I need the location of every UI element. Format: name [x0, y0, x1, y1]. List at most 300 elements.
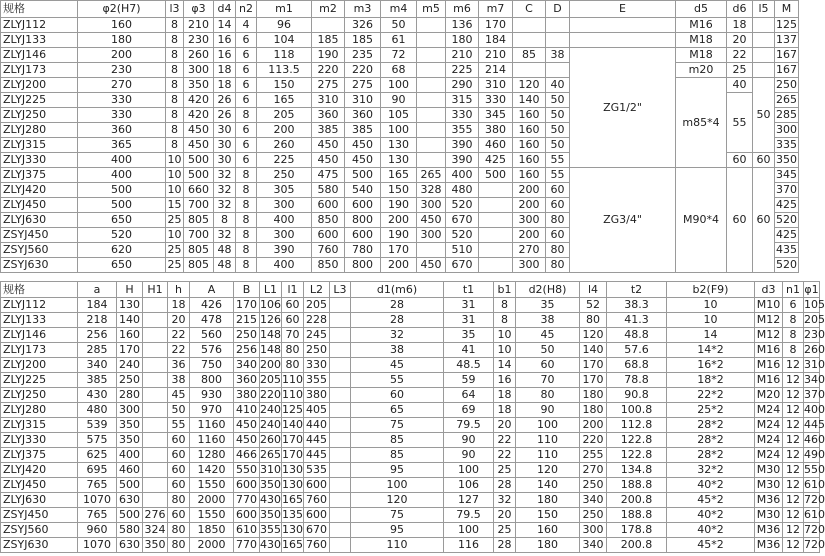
table-cell: 80	[546, 258, 570, 273]
table-cell: 385	[345, 123, 381, 138]
table-cell: 385	[312, 123, 345, 138]
table-cell: 40*2	[667, 523, 755, 538]
table-cell: 275	[345, 78, 381, 93]
table-cell: 55	[546, 153, 570, 168]
table-cell: 240	[117, 358, 143, 373]
table-cell: 440	[304, 418, 330, 433]
table-cell: 178.8	[607, 523, 667, 538]
table-cell: 55	[546, 168, 570, 183]
table-cell: 22*2	[667, 388, 755, 403]
table-cell: 18*2	[667, 373, 755, 388]
table-cell: 112.8	[607, 418, 667, 433]
row-label: ZLYJ450	[1, 198, 78, 213]
row-label: ZLYJ173	[1, 343, 78, 358]
table-cell: 430	[260, 493, 281, 506]
table-cell: 120	[513, 78, 546, 93]
table-cell	[479, 183, 513, 198]
table-cell: 330	[446, 108, 479, 123]
table-cell: 450	[345, 153, 381, 168]
dimension-table-2	[0, 281, 825, 553]
table-cell: 200.8	[607, 538, 667, 553]
table-cell: 32	[214, 183, 236, 198]
table-cell: 100	[381, 78, 417, 93]
table-cell: 120	[516, 463, 580, 478]
table-cell: 260	[184, 48, 214, 63]
table-cell: 205	[304, 298, 330, 313]
table-cell: 285	[776, 108, 797, 121]
table-cell: 165	[282, 538, 303, 551]
table-cell: 90	[444, 448, 494, 463]
table-cell: 165	[381, 168, 417, 183]
table-cell	[330, 463, 351, 478]
table-cell: 165	[257, 93, 312, 108]
table-cell: 180	[516, 538, 580, 553]
table-cell: 765	[78, 478, 117, 493]
table-cell: 310	[804, 358, 825, 371]
table-cell: 22	[727, 48, 753, 63]
merged-cell-l5-lower: 60	[753, 168, 775, 273]
table-cell: 310	[345, 93, 381, 108]
table-cell: 450	[184, 138, 214, 153]
table-cell: 270	[580, 463, 607, 478]
table-cell: 450	[417, 213, 446, 228]
table-cell: 55	[351, 373, 444, 388]
table-cell: 180	[78, 33, 166, 48]
table-cell: 60	[168, 433, 190, 448]
table-cell: 475	[312, 168, 345, 183]
table-cell: 100	[351, 478, 444, 493]
table-cell: 2000	[190, 493, 234, 508]
table-cell	[330, 358, 351, 373]
table-cell: 6	[783, 298, 804, 313]
table-cell: 200	[513, 198, 546, 213]
table-cell: 10	[494, 328, 516, 343]
table-cell: 200	[78, 48, 166, 63]
table-cell: 48.8	[607, 328, 667, 343]
table-cell: 265	[417, 168, 446, 183]
table-cell: 200	[381, 258, 417, 273]
table-cell	[753, 63, 775, 78]
table-cell	[143, 313, 168, 328]
table-cell: 38	[516, 313, 580, 328]
table-cell: 126	[260, 313, 281, 326]
table-cell: 355	[446, 123, 479, 138]
table-cell: 130	[282, 523, 303, 536]
table-cell: 35	[444, 328, 494, 343]
table-row	[1, 343, 820, 358]
table-cell: 80	[168, 493, 190, 508]
table-cell: 340	[234, 358, 260, 373]
table-cell: 370	[776, 183, 797, 196]
table-cell: 8	[166, 108, 184, 123]
table-cell: 28	[494, 478, 516, 493]
table-cell: 160	[513, 138, 546, 153]
table-cell: 185	[345, 33, 381, 48]
table-cell: 30	[214, 153, 236, 168]
table-cell	[417, 48, 446, 63]
table-cell: 10	[167, 168, 182, 181]
table-cell: 137	[776, 33, 797, 46]
table-cell: 210	[479, 48, 513, 63]
table-cell: 12	[783, 523, 804, 538]
header-row	[1, 282, 820, 298]
table-cell: 430	[78, 388, 117, 403]
table-cell	[570, 18, 676, 33]
table-cell: 105	[804, 298, 825, 311]
table-cell: 40	[727, 78, 753, 93]
table-cell: 110	[351, 538, 444, 553]
merged-cell-d5-upper: m85*4	[676, 78, 727, 168]
column-header: φ2(H7)	[78, 1, 166, 18]
table-cell: 50	[168, 403, 190, 418]
table-cell: 10	[167, 228, 182, 241]
table-cell: 148	[260, 343, 281, 356]
table-row	[1, 433, 820, 448]
table-cell	[330, 418, 351, 433]
table-cell: 14	[494, 358, 516, 373]
table-cell: 18	[168, 298, 190, 313]
row-label: ZLYJ225	[1, 93, 78, 108]
table-cell	[330, 403, 351, 418]
table-cell: 85	[351, 448, 444, 463]
table-cell: 540	[345, 183, 381, 198]
column-header: d2(H8)	[516, 282, 580, 298]
table-cell: 68.8	[607, 358, 667, 373]
table-cell: 720	[804, 538, 825, 551]
table-cell	[753, 18, 775, 33]
table-cell: 40	[546, 78, 570, 93]
table-cell: 60	[168, 478, 190, 493]
table-cell	[479, 258, 513, 273]
table-cell: 12	[783, 478, 804, 493]
table-cell: 60	[168, 448, 190, 463]
table-cell: 1550	[190, 508, 234, 523]
table-cell: 245	[304, 328, 330, 343]
table-cell: 80	[282, 358, 304, 373]
table-cell: 630	[117, 538, 143, 553]
table-cell: 930	[190, 388, 234, 403]
table-cell: 12	[783, 358, 804, 373]
table-cell: 6	[236, 138, 257, 153]
table-cell: 38	[546, 48, 570, 63]
column-header: L3	[330, 282, 351, 298]
table-cell: 45	[516, 328, 580, 343]
table-cell: 340	[78, 358, 117, 373]
table-cell: 610	[804, 478, 825, 491]
table-cell: 100	[381, 123, 417, 138]
table-cell: 16*2	[667, 358, 755, 373]
table-cell: 340	[580, 493, 607, 508]
column-header: l4	[580, 282, 607, 298]
table-cell: 50	[381, 18, 417, 33]
table-cell	[753, 33, 775, 48]
table-cell: 75	[351, 508, 444, 523]
table-cell: M18	[676, 48, 727, 63]
table-cell: 410	[234, 403, 260, 418]
table-cell: 200	[513, 183, 546, 198]
column-header: d3	[755, 282, 783, 298]
table-cell	[143, 463, 168, 478]
table-cell: 520	[776, 258, 797, 271]
table-cell: 520	[78, 228, 166, 243]
table-cell: 8	[236, 213, 257, 228]
table-cell: 760	[304, 538, 330, 553]
table-cell: 160	[513, 108, 546, 123]
table-cell: 285	[78, 343, 117, 358]
table-cell: 36	[168, 358, 190, 373]
row-label: ZLYJ315	[1, 418, 78, 433]
table-cell: 260	[260, 433, 281, 446]
table-cell	[330, 538, 351, 553]
row-label: ZSYJ450	[1, 508, 78, 523]
table-cell: 10	[494, 343, 516, 358]
table-cell	[143, 433, 168, 448]
table-cell: 805	[184, 258, 214, 273]
table-cell: 130	[381, 138, 417, 153]
table-cell: 250	[580, 508, 607, 523]
table-cell: 8	[166, 78, 184, 93]
table-cell: 8	[494, 298, 516, 313]
table-cell: 1070	[78, 493, 117, 508]
table-cell: 535	[304, 463, 330, 478]
table-row	[1, 358, 820, 373]
table-cell: 220	[345, 63, 381, 78]
table-cell: 8	[236, 183, 257, 198]
table-cell: 80	[516, 388, 580, 403]
table-cell	[479, 228, 513, 243]
table-cell: 22	[494, 448, 516, 463]
table-cell: 200	[381, 213, 417, 228]
table-cell: 445	[304, 433, 330, 448]
table-cell: 625	[78, 448, 117, 463]
table-cell: 41	[444, 343, 494, 358]
column-header: d1(m6)	[351, 282, 444, 298]
table-cell	[479, 198, 513, 213]
table-cell: 425	[776, 198, 797, 211]
table-cell: 695	[78, 463, 117, 478]
table-cell: 480	[446, 183, 479, 198]
table-cell: 170	[282, 433, 303, 446]
table-cell: 95	[351, 463, 444, 478]
column-header: d4	[214, 1, 236, 18]
table-cell: 32	[351, 328, 444, 343]
table-cell: 460	[117, 463, 143, 478]
table-cell: 350	[776, 153, 797, 166]
table-cell: 28*2	[667, 448, 755, 463]
table-cell: 350	[260, 478, 281, 491]
table-cell: 426	[190, 298, 234, 313]
table-cell	[330, 493, 351, 508]
table-cell: 184	[78, 298, 117, 313]
table-cell: M36	[755, 493, 783, 508]
table-cell: 14*2	[667, 343, 755, 358]
table-cell: 18	[494, 388, 516, 403]
table-cell	[143, 343, 168, 358]
table-cell: 184	[479, 33, 513, 48]
table-cell: 220	[312, 63, 345, 78]
table-cell: 400	[117, 448, 143, 463]
table-cell: 60	[282, 298, 304, 313]
table-cell: 270	[78, 78, 166, 93]
row-label: ZLYJ112	[1, 298, 78, 313]
table-cell: 335	[776, 138, 797, 151]
table-cell: 500	[78, 183, 166, 198]
row-label: ZLYJ250	[1, 108, 78, 123]
table-cell: 500	[184, 168, 214, 183]
table-cell: 15	[167, 198, 182, 211]
table-cell: 760	[312, 243, 345, 258]
table-cell: 380	[304, 388, 330, 403]
table-cell: 500	[117, 508, 143, 523]
table-cell: 110	[516, 448, 580, 463]
table-cell: 6	[236, 123, 257, 138]
table-cell	[753, 48, 775, 63]
table-cell: M16	[755, 358, 783, 373]
table-cell: 600	[234, 508, 260, 523]
table-cell: 167	[776, 48, 797, 61]
table-cell: 48.5	[444, 358, 494, 373]
table-cell: 250	[304, 343, 330, 358]
table-cell: 160	[513, 123, 546, 138]
column-header: φ1	[804, 282, 819, 296]
table-cell: M18	[676, 33, 727, 48]
row-label: ZLYJ375	[1, 448, 78, 463]
table-cell: 18	[214, 63, 236, 78]
table-cell: 12	[783, 493, 804, 508]
table-cell: 180	[580, 403, 607, 418]
table-cell: 300	[257, 228, 312, 243]
row-label: ZLYJ200	[1, 358, 78, 373]
table-cell: 8	[166, 48, 184, 63]
row-label: ZLYJ133	[1, 313, 78, 328]
merged-cell-d5-lower: M90*4	[676, 168, 727, 273]
table-cell: 96	[257, 18, 312, 33]
table-cell: 228	[304, 313, 330, 328]
table-cell: 118	[257, 48, 312, 63]
table-cell: 256	[234, 343, 260, 358]
table-cell: 210	[446, 48, 479, 63]
table-cell: 450	[312, 138, 345, 153]
column-header: 规格	[1, 1, 78, 18]
table-cell: 78.8	[607, 373, 667, 388]
table-cell: 160	[117, 328, 143, 343]
table-cell: 65	[351, 403, 444, 418]
table-cell: 122.8	[607, 433, 667, 448]
table-cell: 80	[168, 538, 190, 553]
table-cell: 300	[184, 63, 214, 78]
table-cell: 230	[184, 33, 214, 48]
table-cell: 480	[78, 403, 117, 418]
table-cell: 425	[479, 153, 513, 168]
column-header: l5	[753, 1, 775, 18]
column-header: m5	[417, 1, 446, 18]
table-cell: 400	[804, 403, 825, 416]
table-cell: 960	[78, 523, 117, 538]
table-cell: 780	[345, 243, 381, 258]
table-cell: 40*2	[667, 508, 755, 523]
table-cell: 79.5	[444, 508, 494, 523]
table-cell: 167	[776, 63, 797, 76]
table-cell: 72	[381, 48, 417, 63]
row-label: ZLYJ315	[1, 138, 78, 153]
table-cell	[417, 78, 446, 93]
table-cell: 14	[214, 18, 236, 33]
table-cell: 360	[345, 108, 381, 123]
table-cell	[546, 63, 570, 78]
table-row	[1, 313, 820, 328]
table-cell: 490	[804, 448, 825, 461]
table-cell: 48	[214, 243, 236, 258]
table-cell: 190	[381, 198, 417, 213]
table-cell: 28*2	[667, 418, 755, 433]
row-label: ZLYJ146	[1, 328, 78, 343]
table-cell	[479, 243, 513, 258]
table-cell: 25	[494, 523, 516, 538]
row-label: ZSYJ630	[1, 258, 78, 273]
table-cell: 16	[494, 373, 516, 388]
table-cell: 113.5	[257, 63, 312, 78]
row-label: ZLYJ146	[1, 48, 78, 63]
table-cell: 190	[381, 228, 417, 243]
table-cell: 600	[345, 198, 381, 213]
table-cell: 650	[78, 213, 166, 228]
table-cell: 140	[580, 343, 607, 358]
table-cell: 60	[282, 313, 304, 328]
column-header: φ3	[184, 1, 214, 18]
table-cell: 170	[381, 243, 417, 258]
table-cell: 340	[580, 538, 607, 553]
table-cell	[143, 478, 168, 493]
table-cell: 539	[78, 418, 117, 433]
table-cell: 214	[479, 63, 513, 78]
table-cell: 315	[446, 93, 479, 108]
table-cell	[330, 523, 351, 538]
table-cell: 25	[167, 213, 182, 226]
table-cell: 1280	[190, 448, 234, 463]
table-cell	[479, 213, 513, 228]
table-cell: M24	[755, 448, 783, 463]
table-cell: 500	[184, 153, 214, 168]
table-cell: 8	[166, 18, 184, 33]
table-cell: 260	[804, 343, 825, 356]
table-cell: 390	[446, 153, 479, 168]
table-cell	[143, 388, 168, 403]
table-cell: 200	[257, 123, 312, 138]
table-cell: 390	[446, 138, 479, 153]
table-cell: 478	[190, 313, 234, 328]
table-cell: 50	[546, 123, 570, 138]
table-cell: 760	[304, 493, 330, 508]
table-cell: 61	[381, 33, 417, 48]
table-cell: 385	[78, 373, 117, 388]
table-cell: 425	[776, 228, 797, 241]
table-cell: 460	[804, 433, 825, 446]
table-cell: 575	[78, 433, 117, 448]
table-cell: 350	[144, 538, 166, 551]
column-header: m6	[446, 1, 479, 18]
table-cell: 180	[446, 33, 479, 48]
table-cell: 850	[312, 213, 345, 228]
table-cell: 420	[184, 93, 214, 108]
row-label: ZLYJ330	[1, 153, 78, 168]
table-cell: 10	[167, 183, 182, 196]
table-cell	[417, 123, 446, 138]
table-cell: 122.8	[607, 448, 667, 463]
table-cell	[570, 33, 676, 48]
table-cell: 580	[117, 523, 143, 538]
table-cell: 6	[236, 153, 257, 168]
column-header: D	[546, 1, 570, 18]
